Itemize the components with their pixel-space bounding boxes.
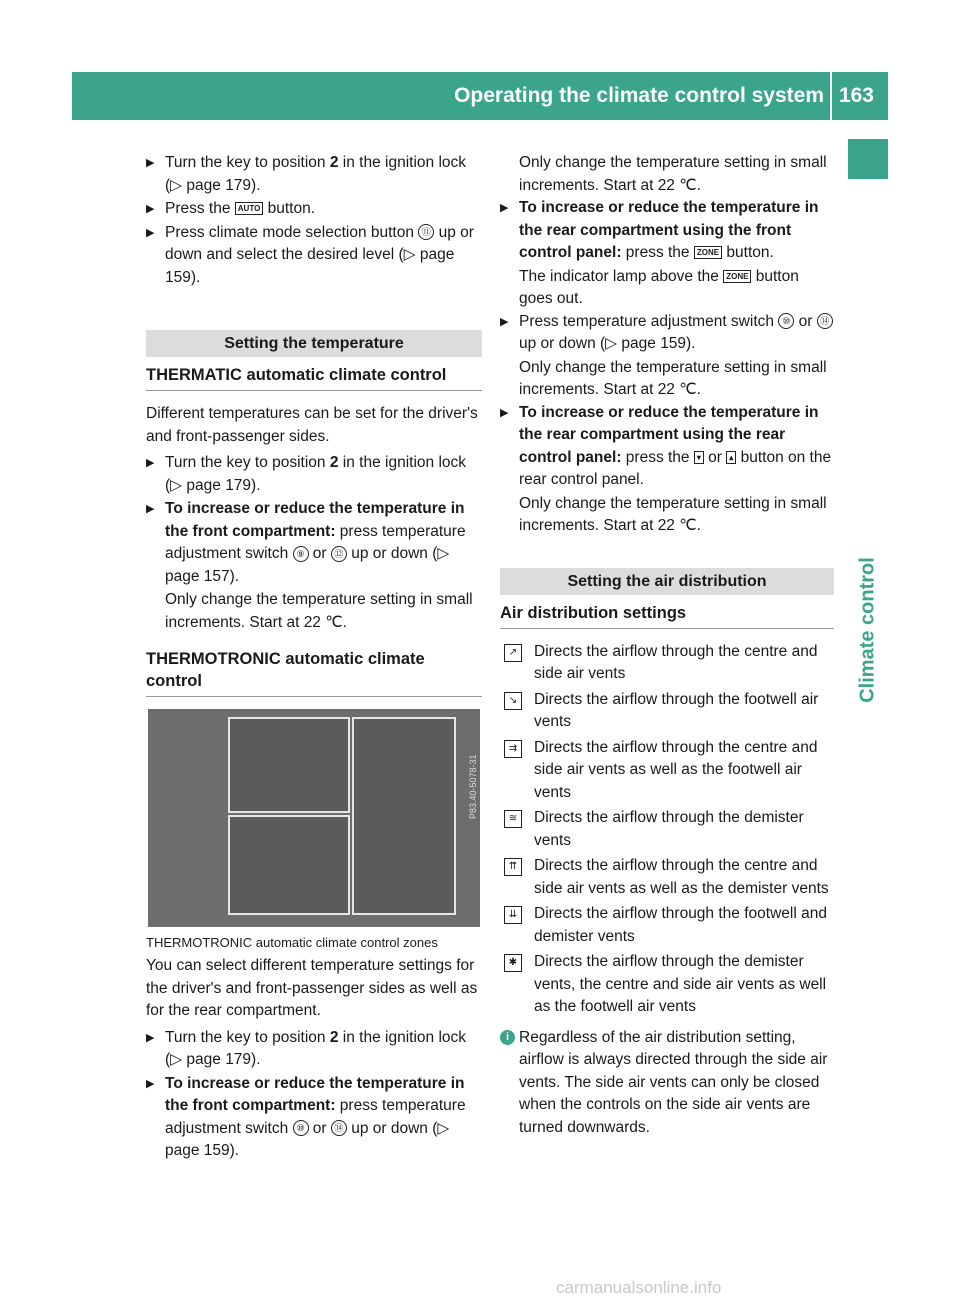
circle-10-icon: ⑩ xyxy=(778,313,794,329)
step-mode-selection: ▶ Press climate mode selection button ⑪ up or down and select the desired level (▷ page 159). xyxy=(146,223,474,286)
step-front-temp: ▶ To increase or reduce the temperature in the front compartment: press temperature adjustment switch ⑨ or ⑫ up or down (▷ page 157). xyxy=(146,500,466,585)
up-button-icon: ▴ xyxy=(726,451,736,464)
header-separator xyxy=(830,72,832,120)
auto-button-icon: AUTO xyxy=(235,202,264,215)
page-ref-icon: ▷ xyxy=(170,1051,183,1068)
heading-air-distribution: Air distribution settings xyxy=(500,602,834,629)
front-left-seat-zone xyxy=(228,717,350,813)
step-adjust-switch: ▶ Press temperature adjustment switch ⑩ or ⑭ up or down (▷ page 159). xyxy=(500,311,834,356)
watermark: carmanualsonline.info xyxy=(556,1278,722,1297)
section-bar-air-distribution: Setting the air distribution xyxy=(500,568,834,595)
vent-centre-demister-icon: ⇈ xyxy=(504,858,522,876)
circle-10-icon: ⑩ xyxy=(293,1120,309,1136)
vent-footwell-demister-icon: ⇊ xyxy=(504,906,522,924)
page-header xyxy=(72,72,888,120)
page-ref-icon: ▷ xyxy=(403,246,416,263)
dist-row: ⇉ Directs the airflow through the centre and side air vents as well as the footwell air vents xyxy=(500,737,834,805)
info-note: i Regardless of the air distribution setting, airflow is always directed through the side air vents. The side air vents can only be closed when the controls on the side air vents are turned downwards. xyxy=(500,1027,834,1140)
vent-centre-footwell-icon: ⇉ xyxy=(504,740,522,758)
step-rear-rear-panel: ▶ To increase or reduce the temperature in the rear compartment using the rear control panel: press the ▾ or ▴ button on the rear control panel. xyxy=(500,403,832,488)
page-ref-icon: ▷ xyxy=(605,335,618,352)
dist-row: ↗ Directs the airflow through the centre and side air vents xyxy=(500,641,834,686)
circle-12-icon: ⑫ xyxy=(331,546,347,562)
arrow-icon: ▶ xyxy=(146,157,155,169)
dist-row: ⇈ Directs the airflow through the centre and side air vents as well as the demister vents xyxy=(500,855,834,900)
note-temp-increments-r1: Only change the temperature setting in small increments. Start at 22 ℃. xyxy=(519,154,827,194)
info-icon: i xyxy=(500,1030,515,1045)
rear-seat-zone xyxy=(352,717,456,915)
zone-button-icon: ZONE xyxy=(694,246,722,259)
chapter-tab xyxy=(848,139,888,179)
paragraph-thermotronic-intro: You can select different temperature settings for the driver's and front-passenger sides as well as for the rear compartment. xyxy=(146,957,478,1019)
step-turn-key-3: ▶ Turn the key to position 2 in the ignition lock (▷ page 179). xyxy=(146,1028,467,1068)
page-ref-icon: ▷ xyxy=(437,1119,450,1137)
header-title: Operating the climate control system xyxy=(454,84,824,107)
note-indicator-lamp: The indicator lamp above the ZONE button goes out. xyxy=(519,267,799,307)
arrow-icon: ▶ xyxy=(146,1077,155,1090)
vent-demister-icon: ≋ xyxy=(504,810,522,828)
dist-row: ↘ Directs the airflow through the footwell air vents xyxy=(500,689,834,734)
arrow-icon: ▶ xyxy=(146,226,155,239)
note-temp-increments: Only change the temperature setting in small increments. Start at 22 ℃. xyxy=(165,591,473,631)
step-turn-key-2: ▶ Turn the key to position 2 in the ignition lock (▷ page 179). xyxy=(146,454,467,494)
step-press-auto: ▶ Press the AUTO button. xyxy=(146,198,482,221)
heading-thermatic: THERMATIC automatic climate control xyxy=(146,364,482,391)
dist-row: ✱ Directs the airflow through the demister vents, the centre and side air vents as well as the footwell air vents xyxy=(500,951,834,1019)
note-temp-increments-r2: Only change the temperature setting in small increments. Start at 22 ℃. xyxy=(519,358,827,398)
page-ref-icon: ▷ xyxy=(170,176,183,194)
arrow-icon: ▶ xyxy=(146,503,155,515)
chapter-side-label-text: Climate control xyxy=(856,557,879,703)
page-ref-icon: ▷ xyxy=(437,545,450,562)
heading-thermotronic: THERMOTRONIC automatic climate control xyxy=(146,648,482,697)
vent-all-icon: ✱ xyxy=(504,954,522,972)
circle-9-icon: ⑨ xyxy=(293,546,309,562)
arrow-icon: ▶ xyxy=(500,406,509,419)
step-turn-key: ▶ Turn the key to position 2 in the ignition lock (▷ page 179). xyxy=(146,154,467,194)
zone-button-icon: ZONE xyxy=(723,270,751,283)
vent-centre-icon: ↗ xyxy=(504,644,522,662)
note-temp-increments-r3: Only change the temperature setting in small increments. Start at 22 ℃. xyxy=(519,494,827,534)
section-bar-temperature: Setting the temperature xyxy=(146,330,482,357)
circle-14-icon: ⑭ xyxy=(331,1120,347,1136)
dist-row: ⇊ Directs the airflow through the footwell and demister vents xyxy=(500,903,834,948)
page-ref-icon: ▷ xyxy=(170,476,183,494)
vent-footwell-icon: ↘ xyxy=(504,692,522,710)
figure-code: P83.40-5078-31 xyxy=(468,754,478,819)
arrow-icon: ▶ xyxy=(500,315,509,328)
arrow-icon: ▶ xyxy=(146,1031,155,1044)
step-rear-front-panel: ▶ To increase or reduce the temperature in the rear compartment using the front control panel: press the ZONE button. xyxy=(500,199,819,261)
step-front-temp-2: ▶ To increase or reduce the temperature in the front compartment: press temperature adjustment switch ⑩ or ⑭ up or down (▷ page 159). xyxy=(146,1074,466,1159)
arrow-icon: ▶ xyxy=(146,457,155,469)
figure-caption: THERMOTRONIC automatic climate control zones xyxy=(146,935,438,950)
left-column xyxy=(146,152,482,1164)
chapter-side-label xyxy=(848,520,888,740)
down-button-icon: ▾ xyxy=(694,451,704,464)
page-number: 163 xyxy=(838,84,874,107)
right-column xyxy=(500,152,834,1139)
arrow-icon: ▶ xyxy=(500,202,509,214)
arrow-icon: ▶ xyxy=(146,203,155,215)
circle-14-icon: ⑭ xyxy=(817,313,833,329)
paragraph-thermatic-intro: Different temperatures can be set for the driver's and front-passenger sides. xyxy=(146,405,478,445)
dist-row: ≋ Directs the airflow through the demister vents xyxy=(500,807,834,852)
thermotronic-zones-figure xyxy=(148,709,480,927)
circle-11-icon: ⑪ xyxy=(418,224,434,240)
front-right-seat-zone xyxy=(228,815,350,915)
